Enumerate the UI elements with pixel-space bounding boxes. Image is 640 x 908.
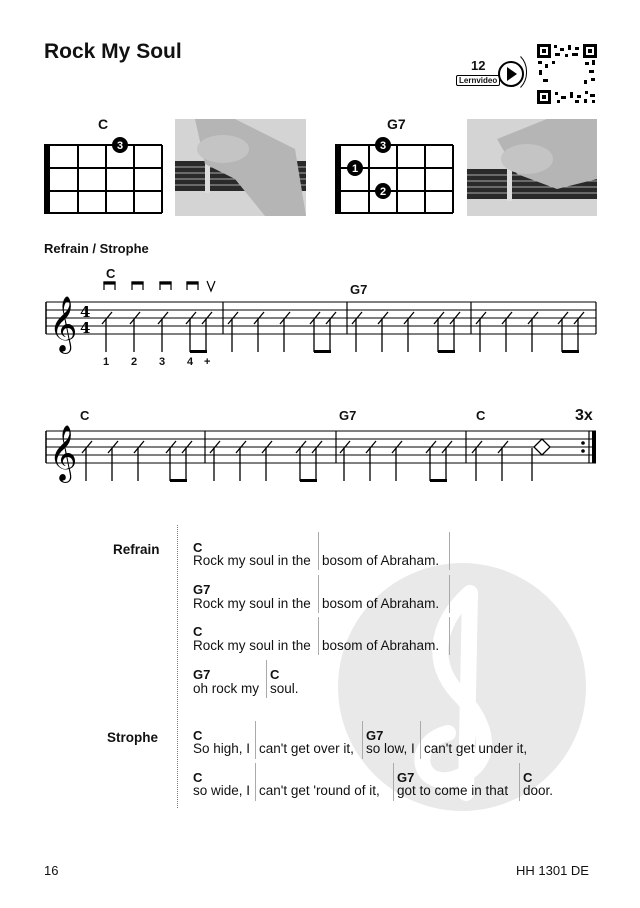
time-signature-top: 4 — [80, 303, 91, 321]
photo-hand-chord-g7 — [467, 119, 597, 216]
lyric-text: bosom of Abraham. — [322, 638, 440, 653]
lyric-text: can't get 'round of it, — [259, 783, 380, 798]
hand-photo-icon — [175, 119, 306, 216]
refrain-label: Refrain — [113, 542, 160, 557]
hand-photo-icon — [467, 119, 597, 216]
video-number: 12 — [471, 58, 486, 73]
bar-line — [255, 763, 256, 801]
treble-clef-icon: 𝄞 — [49, 425, 78, 481]
beat-count: 3 — [159, 356, 166, 368]
chord-diagram-c — [42, 134, 166, 216]
bar-line — [393, 763, 394, 801]
beat-count: 4 — [187, 356, 194, 368]
beat-count: + — [204, 356, 211, 368]
bar-line — [318, 532, 319, 570]
bar-line — [255, 721, 256, 759]
lyric-chord: C — [270, 667, 280, 682]
bar-line — [449, 532, 450, 570]
up-strum-icon — [207, 281, 215, 291]
music-staff-2 — [40, 405, 600, 485]
lyric-chord: G7 — [193, 667, 211, 682]
lyric-text: Rock my soul in the — [193, 596, 311, 611]
lyrics-divider — [177, 525, 178, 808]
lyric-chord: C — [193, 624, 203, 639]
photo-hand-chord-c — [175, 119, 306, 216]
half-note-slash-icon — [534, 439, 550, 455]
repeat-dot — [581, 449, 585, 453]
finger-number: 1 — [351, 163, 359, 175]
bar-line — [519, 763, 520, 801]
down-strum-icon — [104, 282, 198, 290]
music-staff-1 — [40, 262, 600, 374]
bar-line — [362, 721, 363, 759]
finger-number: 3 — [116, 140, 124, 152]
lyric-chord: C — [193, 540, 203, 555]
video-label[interactable]: Lernvideo — [456, 75, 500, 86]
lyric-chord: G7 — [193, 582, 211, 597]
lyric-text: door. — [523, 783, 554, 798]
bar-line — [420, 721, 421, 759]
qr-code-icon[interactable] — [537, 44, 597, 104]
lyric-text: can't get over it, — [259, 741, 354, 756]
lyric-chord: G7 — [397, 770, 415, 785]
bar-line — [266, 660, 267, 698]
lyric-text: can't get under it, — [424, 741, 528, 756]
chord-name-c: C — [98, 116, 109, 132]
lyric-chord: C — [193, 728, 203, 743]
lyric-text: So high, I — [193, 741, 251, 756]
lyric-text: oh rock my — [193, 681, 260, 696]
finger-number: 2 — [379, 186, 387, 198]
lyric-text: soul. — [270, 681, 299, 696]
play-icon[interactable] — [497, 60, 525, 88]
page-number: 16 — [44, 863, 59, 878]
bar-line — [449, 575, 450, 613]
staff1-chord: G7 — [350, 282, 368, 297]
publication-code: HH 1301 DE — [516, 863, 589, 878]
beat-count: 2 — [131, 356, 138, 368]
lyric-chord: C — [193, 770, 203, 785]
lyric-text: Rock my soul in the — [193, 638, 311, 653]
bar-line — [318, 617, 319, 655]
chord-diagram-g7 — [333, 134, 457, 216]
finger-number: 3 — [379, 140, 387, 152]
lyric-text: bosom of Abraham. — [322, 596, 440, 611]
lyric-text: so wide, I — [193, 783, 251, 798]
repeat-count: 3x — [575, 407, 593, 424]
lyric-text: got to come in that — [397, 783, 509, 798]
lyric-chord: G7 — [366, 728, 384, 743]
treble-clef-icon: 𝄞 — [49, 296, 78, 352]
repeat-dot — [581, 441, 585, 445]
bar-line — [449, 617, 450, 655]
staff2-chord: C — [476, 408, 486, 423]
time-signature-bottom: 4 — [80, 319, 91, 337]
bar-line — [318, 575, 319, 613]
page-title: Rock My Soul — [44, 40, 182, 63]
section-label: Refrain / Strophe — [44, 241, 149, 256]
lyric-text: so low, I — [366, 741, 415, 756]
lyric-chord: C — [523, 770, 533, 785]
beat-count: 1 — [103, 356, 110, 368]
staff2-chord: C — [80, 408, 90, 423]
strophe-label: Strophe — [107, 730, 159, 745]
staff1-chord: C — [106, 266, 116, 281]
lyric-text: Rock my soul in the — [193, 553, 311, 568]
staff2-chord: G7 — [339, 408, 357, 423]
lyric-text: bosom of Abraham. — [322, 553, 440, 568]
chord-name-g7: G7 — [387, 116, 406, 132]
